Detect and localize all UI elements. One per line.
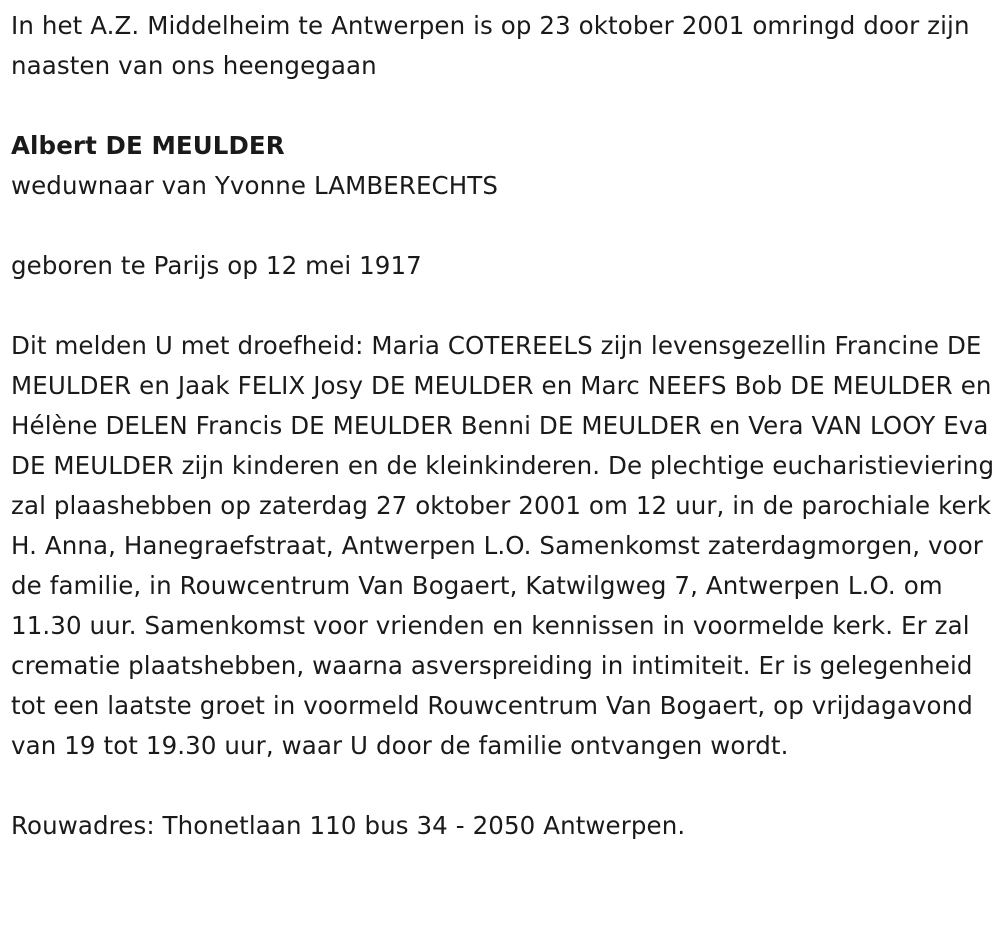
spacer (11, 86, 996, 126)
intro-paragraph: In het A.Z. Middelheim te Antwerpen is op 23 oktober 2001 omringd door zijn naasten van ons heengegaan (11, 11, 970, 80)
deceased-name: Albert DE MEULDER (11, 131, 285, 160)
spacer (11, 206, 996, 246)
announcement-body: Dit melden U met droefheid: Maria COTEREELS zijn levensgezellin Francine DE MEULDER en Jaak FELIX Josy DE MEULDER en Marc NEEFS Bob DE MEULDER en Hélène DELEN Francis DE MEULDER Benni DE MEULDER en Vera VAN LOOY Eva DE MEULDER zijn kinderen en de kleinkinderen. De plechtige eucharistieviering zal plaashebben op zaterdag 27 oktober 2001 om 12 uur, in de parochiale kerk H. Anna, Hanegraefstraat, Antwerpen L.O. Samenkomst zaterdagmorgen, voor de familie, in Rouwcentrum Van Bogaert, Katwilgweg 7, Antwerpen L.O. om 11.30 uur. Samenkomst voor vrienden en kennissen in voormelde kerk. Er zal crematie plaatshebben, waarna asverspreiding in intimiteit. Er is gelegenheid tot een laatste groet in voormeld Rouwcentrum Van Bogaert, op vrijdagavond van 19 tot 19.30 uur, waar U door de familie ontvangen wordt. (11, 331, 995, 760)
spacer (11, 286, 996, 326)
birth-line: geboren te Parijs op 12 mei 1917 (11, 251, 422, 280)
mourning-address: Rouwadres: Thonetlaan 110 bus 34 - 2050 Antwerpen. (11, 811, 686, 840)
spacer (11, 766, 996, 806)
obituary-notice (11, 6, 996, 846)
spouse-line: weduwnaar van Yvonne LAMBERECHTS (11, 171, 498, 200)
